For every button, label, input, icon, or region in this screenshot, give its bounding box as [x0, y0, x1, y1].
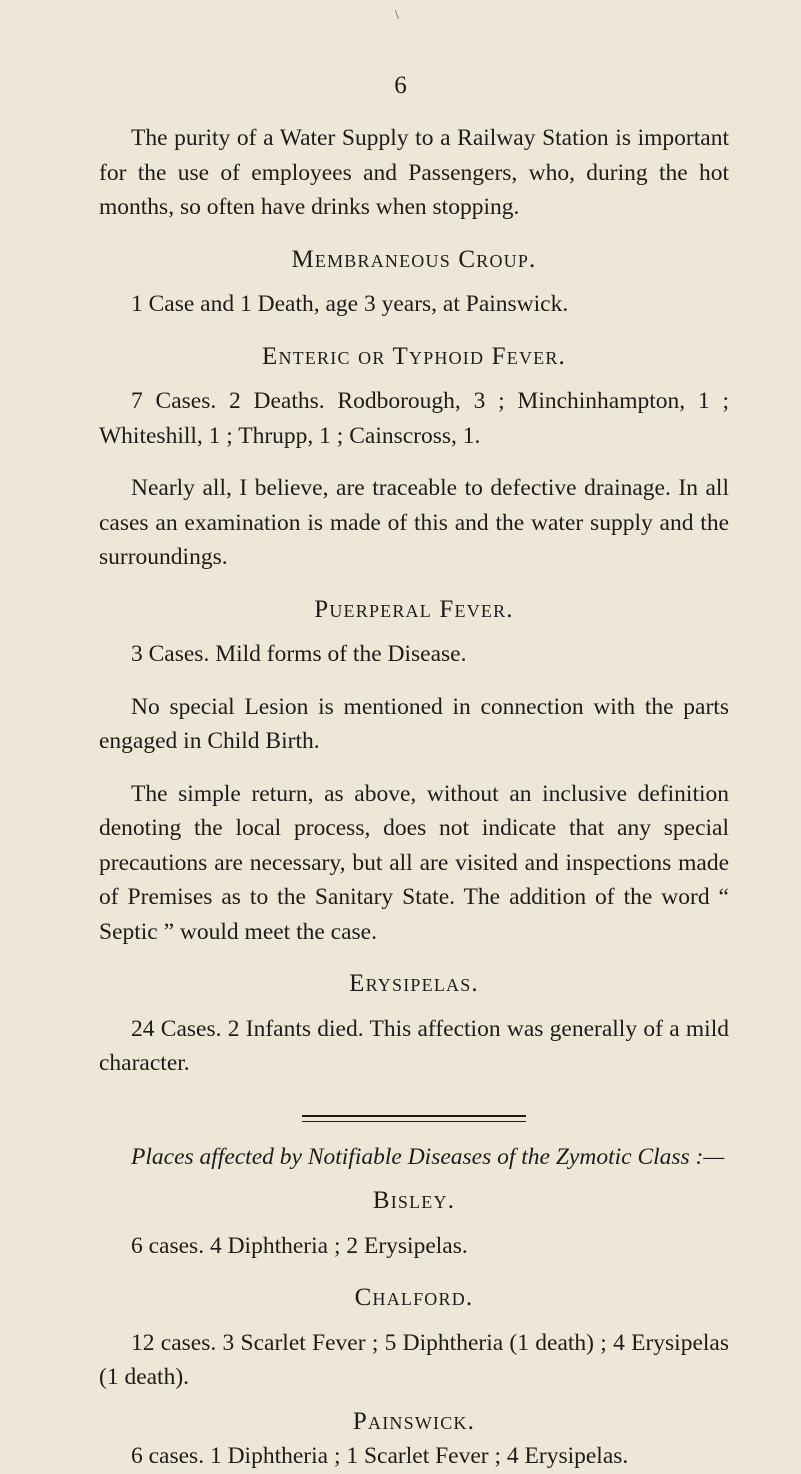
- page-number: 6: [394, 72, 407, 99]
- bisley-text: 6 cases. 4 Diphtheria ; 2 Erysipelas.: [131, 1232, 468, 1259]
- stray-mark: \: [395, 8, 399, 23]
- heading-enteric-fever: Enteric or Typhoid Fever.: [262, 342, 566, 370]
- puerperal-text: 3 Cases. Mild forms of the Disease.: [131, 641, 467, 667]
- croup-text: 1 Case and 1 Death, age 3 years, at Painswick.: [131, 291, 569, 317]
- page-body: [99, 121, 729, 1474]
- heading-chalford: Chalford.: [354, 1284, 474, 1311]
- enteric-note: Nearly all, I believe, are traceable to defective drainage. In all cases an examination is made of this and the water supply and the surroundings.: [99, 475, 729, 570]
- enteric-text: 7 Cases. 2 Deaths. Rodborough, 3 ; Minchinhampton, 1 ; Whiteshill, 1 ; Thrupp, 1 ; Cainscross, 1.: [99, 388, 729, 449]
- section-divider: [302, 1115, 526, 1122]
- heading-puerperal-fever: Puerperal Fever.: [314, 595, 514, 623]
- places-title: Places affected by Notifiable Diseases of the Zymotic Class :—: [131, 1143, 725, 1170]
- heading-painswick: Painswick.: [352, 1407, 476, 1435]
- erysipelas-text: 24 Cases. 2 Infants died. This affection was generally of a mild character.: [99, 1015, 729, 1076]
- puerperal-note-1: No special Lesion is mentioned in connection with the parts engaged in Child Birth.: [99, 693, 729, 754]
- heading-bisley: Bisley.: [372, 1187, 456, 1214]
- chalford-text: 12 cases. 3 Scarlet Fever ; 5 Diphtheria (1 death) ; 4 Erysipelas (1 death).: [99, 1329, 729, 1390]
- heading-membraneous-croup: Membraneous Croup.: [291, 245, 537, 273]
- heading-erysipelas: Erysipelas.: [349, 970, 479, 997]
- painswick-text: 6 cases. 1 Diphtheria ; 1 Scarlet Fever ; 4 Erysipelas.: [131, 1443, 629, 1469]
- intro-paragraph: The purity of a Water Supply to a Railway Station is important for the use of employees and Passengers, who, during the hot months, so often have drinks when stopping.: [99, 125, 729, 220]
- puerperal-note-2: The simple return, as above, without an inclusive definition denoting the local process, does not indicate that any special precautions are necessary, but all are visited and inspections made of Premises as to the Sanitary State. The addition of the word “ Septic ” would meet the case.: [99, 780, 729, 945]
